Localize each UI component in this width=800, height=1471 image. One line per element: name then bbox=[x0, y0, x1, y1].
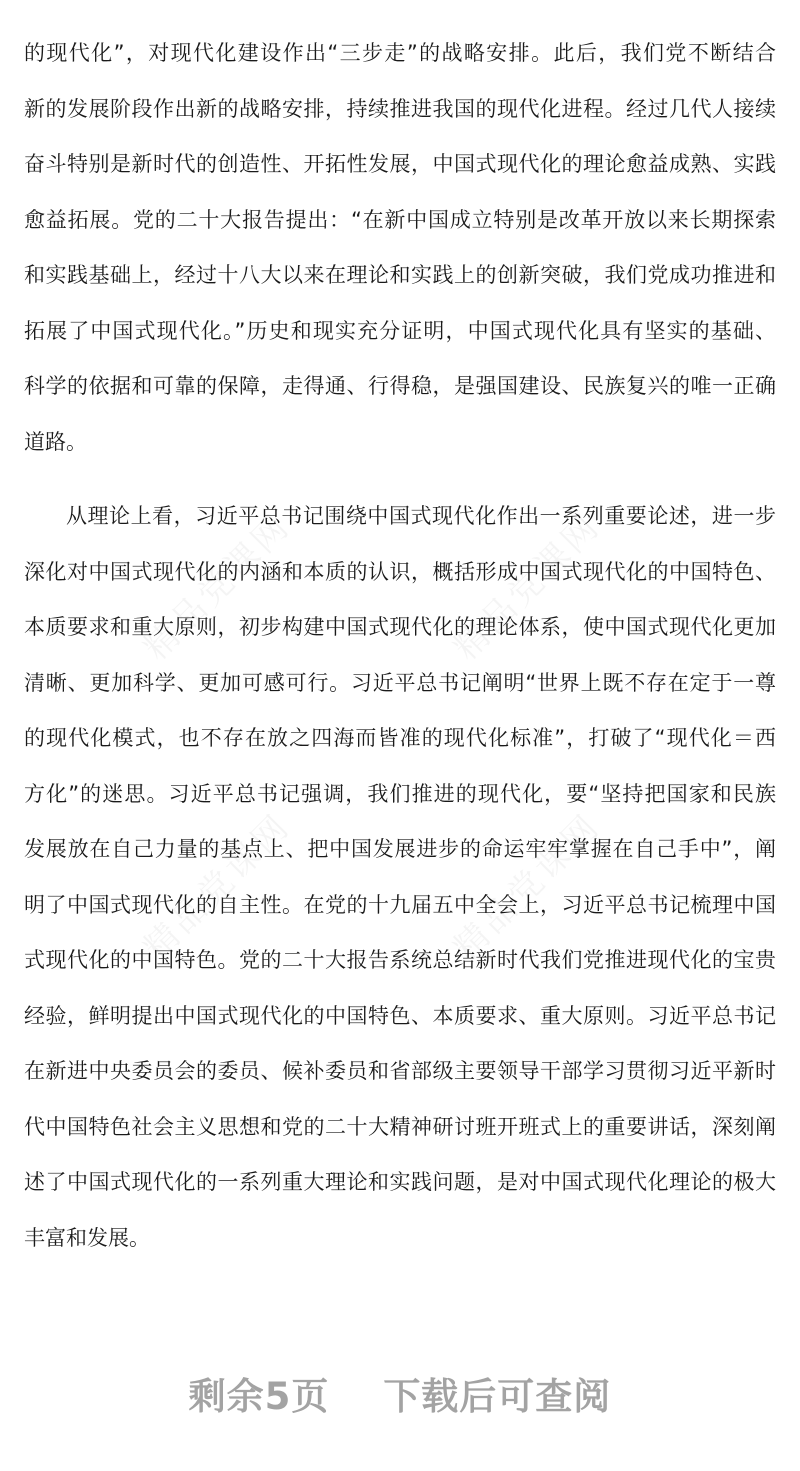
text-line: 清晰、更加科学、更加可感可行。习近平总书记阐明“世界上既不存在定于一尊 bbox=[24, 670, 776, 695]
text-line: 丰富和发展。 bbox=[24, 1225, 150, 1250]
text-line: 新的发展阶段作出新的战略安排，持续推进我国的现代化进程。经过几代人接续 bbox=[24, 96, 776, 121]
text-line: 本质要求和重大原则，初步构建中国式现代化的理论体系，使中国式现代化更加 bbox=[24, 615, 776, 639]
text-line: 拓展了中国式现代化。”历史和现实充分证明，中国式现代化具有坚实的基础、 bbox=[24, 318, 776, 343]
text-line: 代中国特色社会主义思想和党的二十大精神研讨班开班式上的重要讲话，深刻阐 bbox=[24, 1114, 776, 1139]
text-line: 方化”的迷思。习近平总书记强调，我们推进的现代化，要“坚持把国家和民族 bbox=[24, 781, 776, 806]
text-line: 在新进中央委员会的委员、候补委员和省部级主要领导干部学习贯彻习近平新时 bbox=[24, 1059, 776, 1083]
text-line: 和实践基础上，经过十八大以来在理论和实践上的创新突破，我们党成功推进和 bbox=[24, 263, 776, 287]
download-to-read-label: 下载后可查阅 bbox=[383, 1375, 612, 1418]
paragraph bbox=[24, 489, 776, 1266]
text-line: 发展放在自己力量的基点上、把中国发展进步的命运牢牢掌握在自己手中”，阐 bbox=[24, 837, 776, 861]
text-line: 奋斗特别是新时代的创造性、开拓性发展，中国式现代化的理论愈益成熟、实践 bbox=[24, 152, 776, 176]
text-line: 从理论上看，习近平总书记围绕中国式现代化作出一系列重要论述，进一步 bbox=[66, 504, 776, 528]
download-prompt[interactable] bbox=[0, 1366, 800, 1420]
text-line: 的现代化模式，也不存在放之四海而皆准的现代化标准”，打破了“现代化＝西 bbox=[24, 726, 776, 750]
remaining-pages-label: 剩余5页 bbox=[188, 1375, 330, 1418]
text-line: 的现代化”，对现代化建设作出“三步走”的战略安排。此后，我们党不断结合 bbox=[24, 41, 776, 65]
document-body bbox=[24, 26, 776, 1285]
text-line: 经验，鲜明提出中国式现代化的中国特色、本质要求、重大原则。习近平总书记 bbox=[24, 1003, 776, 1028]
text-line: 道路。 bbox=[24, 429, 87, 454]
text-line: 深化对中国式现代化的内涵和本质的认识，概括形成中国式现代化的中国特色、 bbox=[24, 559, 776, 584]
text-line: 明了中国式现代化的自主性。在党的十九届五中全会上，习近平总书记梳理中国 bbox=[24, 892, 776, 917]
text-line: 述了中国式现代化的一系列重大理论和实践问题，是对中国式现代化理论的极大 bbox=[24, 1170, 776, 1194]
text-line: 愈益拓展。党的二十大报告提出：“在新中国成立特别是改革开放以来长期探索 bbox=[24, 207, 776, 232]
text-line: 式现代化的中国特色。党的二十大报告系统总结新时代我们党推进现代化的宝贵 bbox=[24, 948, 776, 972]
text-line: 科学的依据和可靠的保障，走得通、行得稳，是强国建设、民族复兴的唯一正确 bbox=[24, 374, 776, 398]
paragraph bbox=[24, 26, 776, 470]
